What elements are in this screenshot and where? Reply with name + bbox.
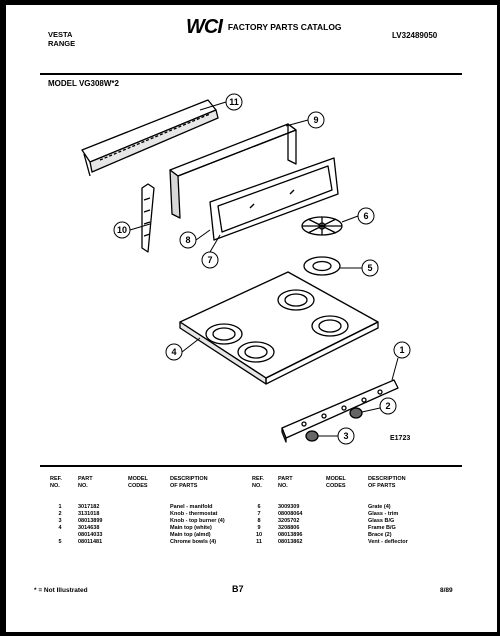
footnote: * = Not Illustrated — [34, 587, 88, 594]
hdr-ref-right: REF. NO. — [252, 476, 264, 489]
part-frame-bg — [170, 124, 296, 218]
right-part-col: 3009309 08008064 3205702 3208806 08013896 08013862 — [278, 504, 303, 545]
hdr-desc-right: DESCRIPTION OF PARTS — [368, 476, 406, 489]
callout-label-7: 7 — [207, 255, 213, 265]
callout-label-3: 3 — [343, 431, 349, 441]
right-desc-col: Grate (4) Glass - trim Glass B/G Frame B/G Brace (2) Vent - deflector — [368, 504, 408, 545]
wci-logo: WCI — [186, 16, 222, 38]
callout-label-5: 5 — [367, 263, 373, 273]
hdr-ref-left: REF. NO. — [50, 476, 62, 489]
callout-label-8: 8 — [185, 235, 191, 245]
callout-label-10: 10 — [116, 225, 128, 235]
catalog-header — [186, 16, 342, 38]
left-part-col: 3017182 3131018 08013899 3014638 08014033 08011481 — [78, 504, 103, 545]
part-grate — [302, 217, 342, 235]
right-ref-col: 6 7 8 9 10 11 — [255, 504, 263, 545]
hdr-part-right: PART NO. — [278, 476, 293, 489]
catalog-number: LV32489050 — [392, 31, 438, 40]
part-chrome-bowl — [304, 257, 340, 275]
callout-label-9: 9 — [313, 115, 319, 125]
hdr-model-right: MODEL CODES — [326, 476, 346, 489]
catalog-title: FACTORY PARTS CATALOG — [227, 22, 342, 32]
part-main-top — [180, 272, 378, 384]
callout-label-2: 2 — [385, 401, 391, 411]
brand-line-2: RANGE — [48, 39, 76, 48]
exploded-diagram — [60, 90, 440, 460]
page-number: B7 — [232, 584, 244, 594]
part-knob-thermostat — [350, 408, 362, 418]
part-knob-top-burner — [306, 431, 318, 441]
brand-line-1: VESTA — [48, 30, 73, 39]
hdr-model-left: MODEL CODES — [128, 476, 148, 489]
model-number: MODEL VG308W*2 — [48, 79, 119, 88]
callout-label-4: 4 — [171, 347, 177, 357]
catalog-date: 8/89 — [440, 587, 453, 594]
left-desc-col: Panel - manifold Knob - thermostat Knob - top burner (4) Main top (white) Main top (almd) Chrome bowls (4) — [170, 504, 225, 545]
figure-code: E1723 — [390, 435, 411, 442]
brand-block — [48, 30, 75, 48]
part-brace — [142, 184, 154, 252]
left-ref-col: 1 2 3 4 5 — [58, 504, 62, 545]
part-vent-deflector — [82, 100, 218, 176]
callout-label-6: 6 — [363, 211, 369, 221]
callout-label-11: 11 — [229, 97, 239, 107]
hdr-desc-left: DESCRIPTION OF PARTS — [170, 476, 208, 489]
hdr-part-left: PART NO. — [78, 476, 93, 489]
table-rule — [40, 465, 462, 467]
callout-label-1: 1 — [399, 345, 405, 355]
header-rule — [40, 73, 462, 75]
